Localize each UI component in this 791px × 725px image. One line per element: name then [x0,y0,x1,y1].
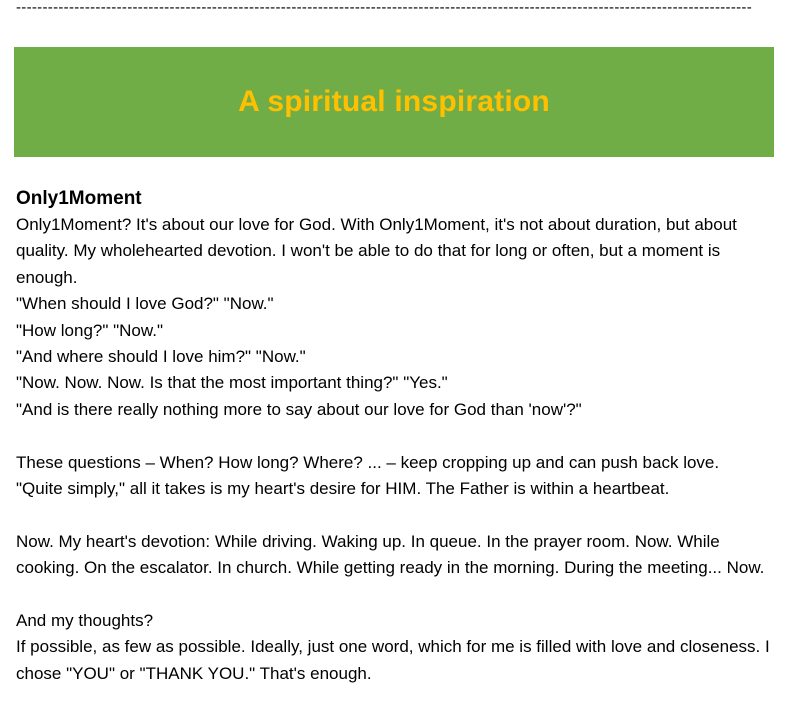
dialogue-line: "And is there really nothing more to say about our love for God than 'now'?" [16,399,582,419]
dialogue-line: "And where should I love him?" "Now." [16,347,306,367]
title-banner [14,47,774,157]
dialogue-line: "How long?" "Now." [16,320,163,340]
intro-paragraph: Only1Moment? It's about our love for God. With Only1Moment, it's not about duration, but about quality. My wholehearted devotion. I won't be able to do that for long or often, but a moment is enough. [16,215,737,287]
article-heading: Only1Moment [16,188,142,209]
questions-paragraph: "Quite simply," all it takes is my heart's desire for HIM. The Father is within a heartbeat. [16,479,670,499]
dashed-divider: ------------------------------------------------------------------------------------------------------------------------------------------- [16,0,753,16]
paragraph-spacer [16,582,776,608]
banner-title: A spiritual inspiration [238,85,550,118]
thoughts-question: And my thoughts? [16,611,154,631]
article-body [16,186,776,687]
thoughts-answer: If possible, as few as possible. Ideally, just one word, which for me is filled with love and closeness. I chose "YOU" or "THANK YOU." That's enough. [16,637,770,683]
dialogue-line: "When should I love God?" "Now." [16,294,274,314]
questions-paragraph: These questions – When? How long? Where? ... – keep cropping up and can push back love. [16,452,720,472]
dialogue-line: "Now. Now. Now. Is that the most important thing?" "Yes." [16,373,448,393]
devotion-paragraph: Now. My heart's devotion: While driving. Waking up. In queue. In the prayer room. Now. While cooking. On the escalator. In church. While getting ready in the morning. During the meeting... Now. [16,531,765,578]
paragraph-spacer [16,502,776,528]
paragraph-spacer [16,423,776,449]
